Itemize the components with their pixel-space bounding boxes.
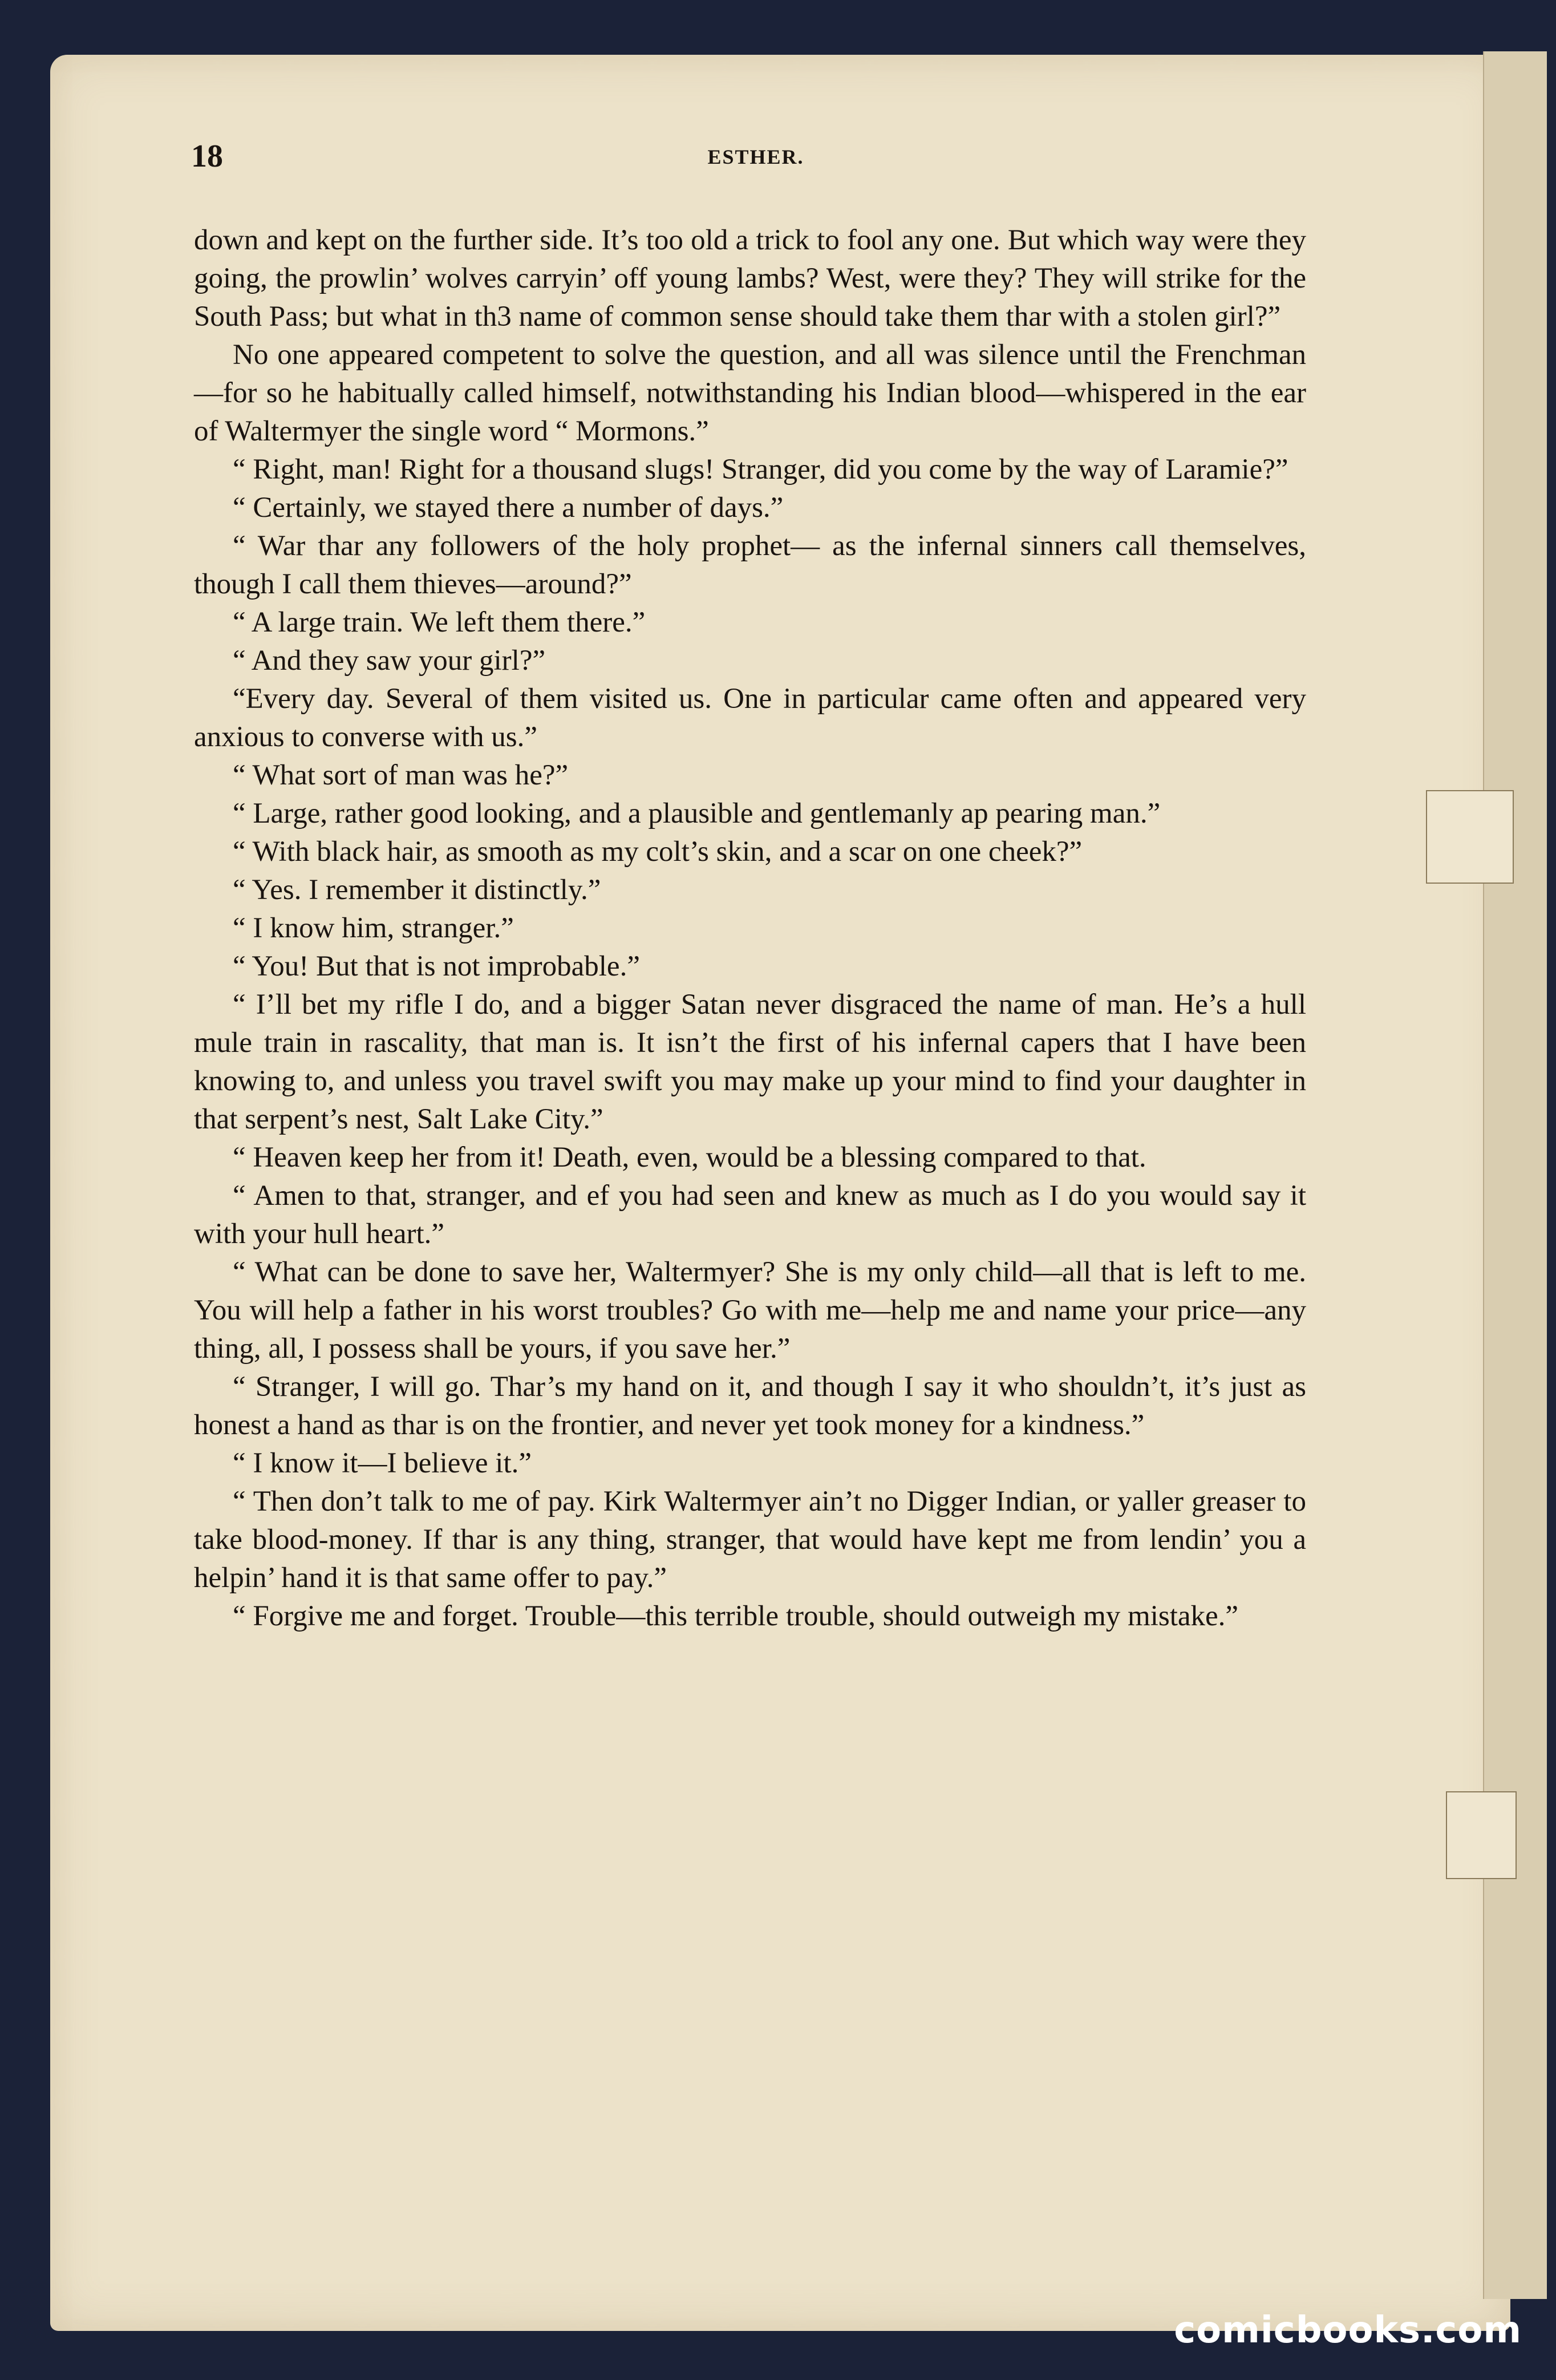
page-header: [191, 138, 1320, 178]
paragraph: “ Heaven keep her from it! Death, even, would be a blessing compared to that.: [233, 1142, 1146, 1173]
body-text: [194, 221, 1306, 1636]
paragraph: down and kept on the further side. It’s too old a trick to fool any one. But which way were they going, the prowlin’ wolves carryin’ off young lambs? West, were they? They will strike for the South Pass; but what in th3 name of common sense should take them thar with a stolen girl?”: [194, 224, 1306, 333]
page-edge: [1483, 51, 1547, 2299]
paragraph: “ What can be done to save her, Waltermyer? She is my only child—all that is left to me. You will help a father in his worst troubles? Go with me—help me and name your price—any thing, all, I possess shall be yours, if you save her.”: [194, 1256, 1306, 1365]
page-tear: [1446, 1791, 1517, 1879]
paragraph: “ Amen to that, stranger, and ef you had seen and knew as much as I do you would say it with your hull heart.”: [194, 1180, 1306, 1250]
paragraph: “ I know him, stranger.”: [233, 912, 514, 944]
paragraph: “ Right, man! Right for a thousand slugs! Stranger, did you come by the way of Laramie?”: [233, 454, 1288, 485]
paragraph: “ What sort of man was he?”: [233, 759, 569, 791]
paragraph: “ I’ll bet my rifle I do, and a bigger Satan never disgraced the name of man. He’s a hull mule train in rascality, that man is. It isn’t the first of his infernal capers that I have been knowing to, and unless you travel swift you may make up your mind to find your daughter in that serpent’s nest, Salt Lake City.”: [194, 989, 1306, 1135]
paragraph: No one appeared competent to solve the question, and all was silence until the Frenchman—for so he habitually called himself, notwithstanding his Indian blood—whispered in the ear of Waltermyer the single word “ Mormons.”: [194, 339, 1306, 447]
paragraph: “Every day. Several of them visited us. One in particular came often and appeared very anxious to converse with us.”: [194, 683, 1306, 753]
paragraph: “ Large, rather good looking, and a plausible and gentlemanly ap pearing man.”: [233, 798, 1161, 829]
page-number: 18: [191, 139, 223, 174]
paragraph: “ A large train. We left them there.”: [233, 606, 646, 638]
paragraph: “ And they saw your girl?”: [233, 645, 546, 677]
paragraph: “ You! But that is not improbable.”: [233, 950, 640, 982]
paragraph: “ Certainly, we stayed there a number of days.”: [233, 492, 784, 524]
paragraph: “ Stranger, I will go. Thar’s my hand on it, and though I say it who shouldn’t, it’s just as honest a hand as thar is on the frontier, and never yet took money for a kindness.”: [194, 1371, 1306, 1441]
paragraph: “ I know it—I believe it.”: [233, 1447, 532, 1479]
paragraph: “ War thar any followers of the holy prophet— as the infernal sinners call themselves, though I call them thieves—around?”: [194, 530, 1306, 600]
page-tear: [1426, 790, 1514, 884]
paragraph: “ Forgive me and forget. Trouble—this terrible trouble, should outweigh my mistake.”: [233, 1600, 1239, 1632]
paragraph: “ Yes. I remember it distinctly.”: [233, 874, 601, 906]
paragraph: “ With black hair, as smooth as my colt’s skin, and a scar on one cheek?”: [233, 836, 1083, 868]
running-title: ESTHER.: [707, 145, 804, 168]
paragraph: “ Then don’t talk to me of pay. Kirk Waltermyer ain’t no Digger Indian, or yaller greaser to take blood-money. If thar is any thing, stranger, that would have kept me from lendin’ you a helpin’ hand it is that same offer to pay.”: [194, 1486, 1306, 1594]
site-watermark: comicbooks.com: [1174, 2309, 1522, 2351]
